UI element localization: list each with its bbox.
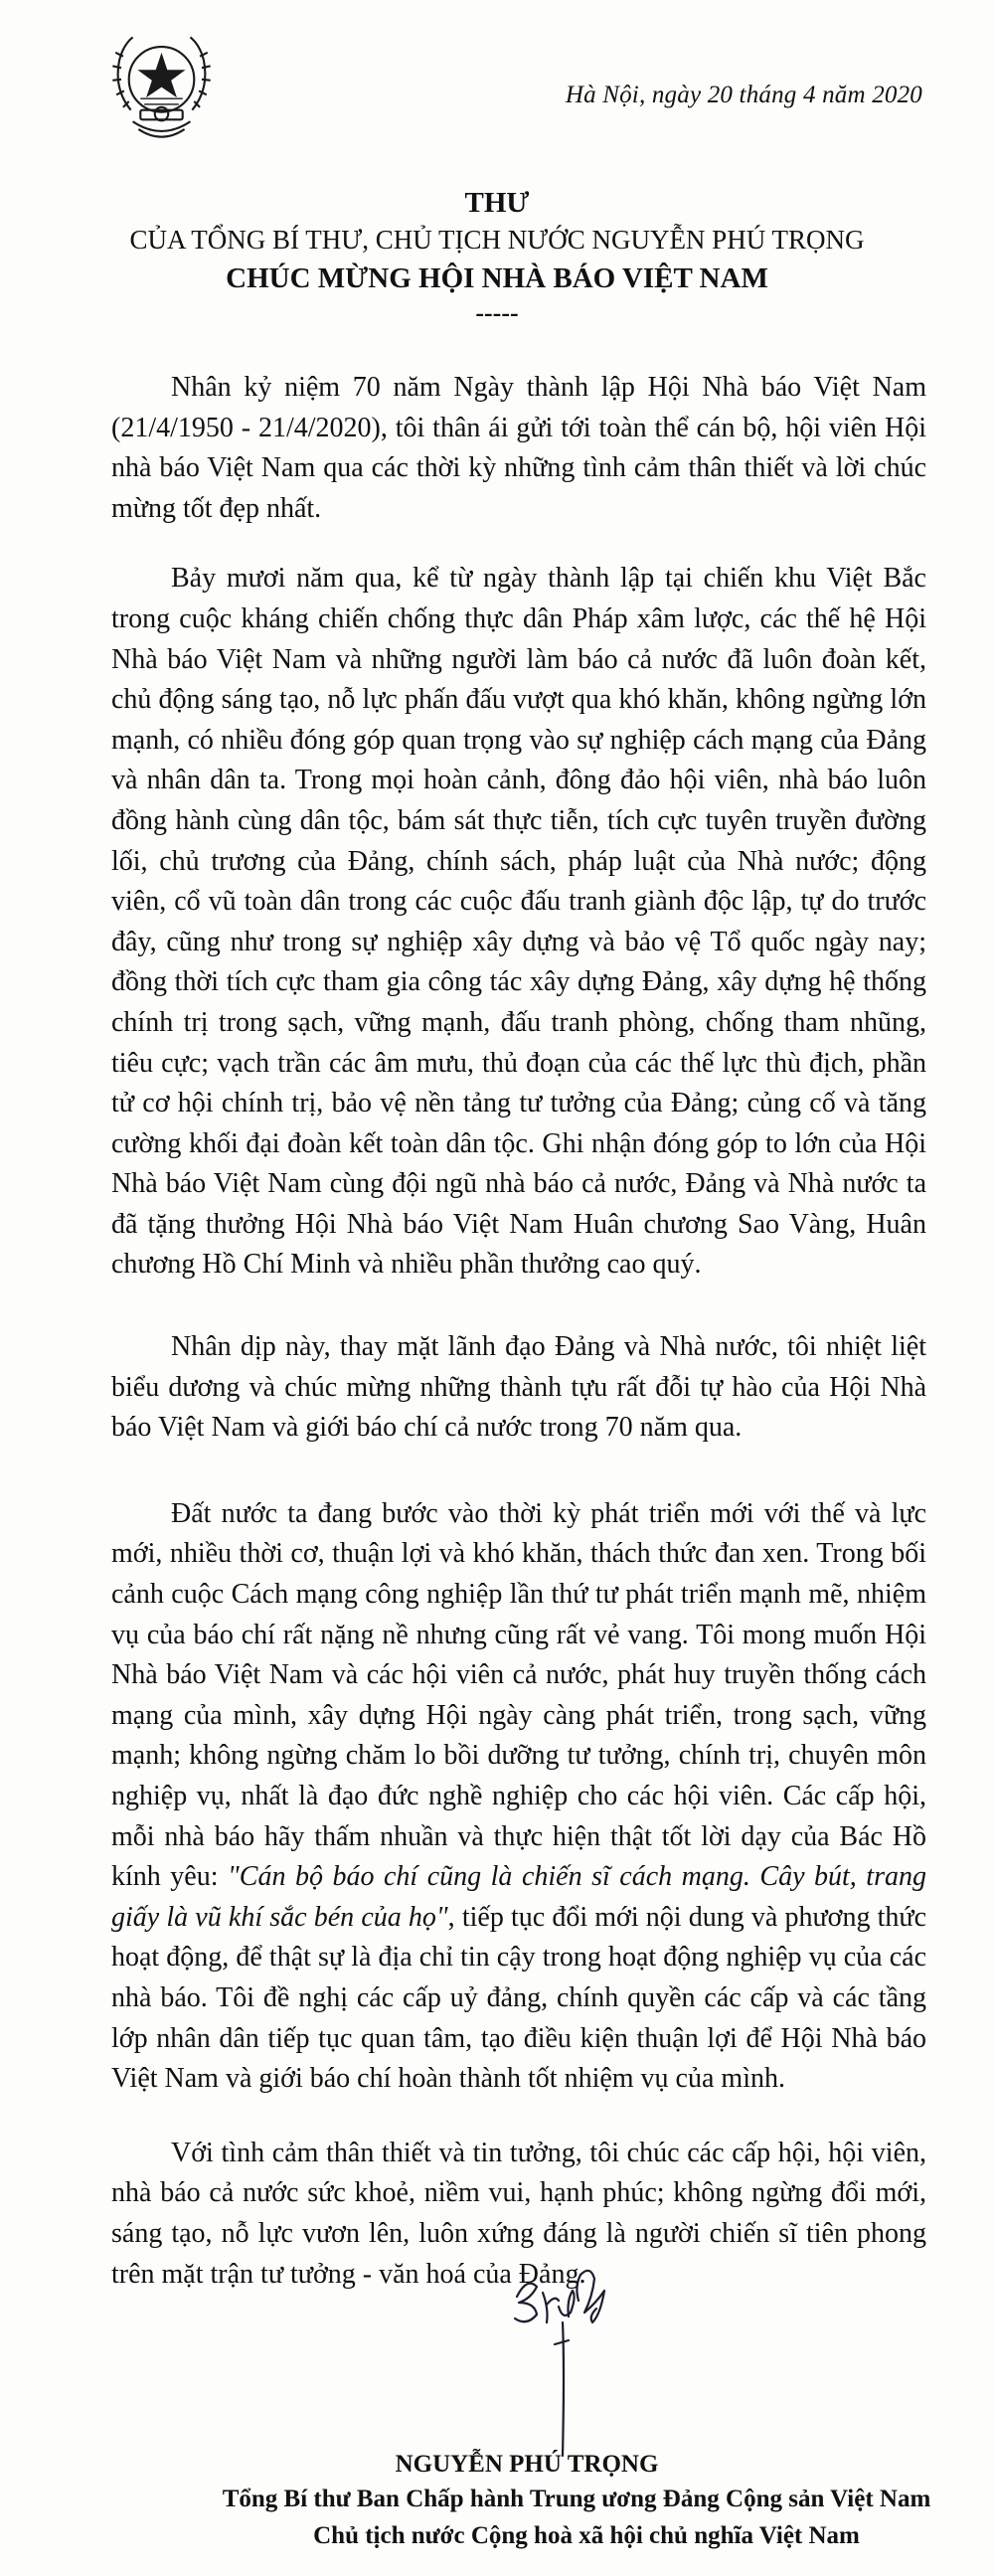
signer-title-2: Chủ tịch nước Cộng hoà xã hội chủ nghĩa Việt Nam bbox=[313, 2522, 860, 2549]
heading-separator: ----- bbox=[475, 298, 519, 327]
letter-subtitle: CỦA TỔNG BÍ THƯ, CHỦ TỊCH NƯỚC NGUYỄN PHÚ TRỌNG bbox=[129, 225, 865, 255]
ho-chi-minh-quote: "Cán bộ báo chí cũng là chiến sĩ cách mạng. Cây bút, trang giấy là vũ khí sắc bén của họ" bbox=[111, 1861, 926, 1933]
date-line: Hà Nội, ngày 20 tháng 4 năm 2020 bbox=[565, 82, 922, 108]
paragraph-3: Nhân dịp này, thay mặt lãnh đạo Đảng và Nhà nước, tôi nhiệt liệt biểu dương và chúc mừng những thành tựu rất đỗi tự hào của Hội Nhà báo Việt Nam và giới báo chí cả nước trong 70 năm qua. bbox=[111, 1331, 926, 1444]
signer-name: NGUYỄN PHÚ TRỌNG bbox=[395, 2451, 659, 2478]
signer-title-1: Tổng Bí thư Ban Chấp hành Trung ương Đảng Cộng sản Việt Nam bbox=[222, 2486, 931, 2512]
paragraph-2: Bảy mươi năm qua, kể từ ngày thành lập tại chiến khu Việt Bắc trong cuộc kháng chiến chống thực dân Pháp xâm lược, các thế hệ Hội Nhà báo Việt Nam và những người làm báo cả nước đã luôn đoàn kết, chủ động sáng tạo, nỗ lực phấn đấu vượt qua khó khăn, không ngừng lớn mạnh, có nhiều đóng góp quan trọng vào sự nghiệp cách mạng của Đảng và nhân dân ta. Trong mọi hoàn cảnh, đông đảo hội viên, nhà báo luôn đồng hành cùng dân tộc, bám sát thực tiễn, tích cực tuyên truyền đường lối, chủ trương của Đảng, chính sách, pháp luật của Nhà nước; động viên, cổ vũ toàn dân trong các cuộc đấu tranh giành độc lập, tự do trước đây, cũng như trong sự nghiệp xây dựng và bảo vệ Tổ quốc ngày nay; đồng thời tích cực tham gia công tác xây dựng Đảng, xây dựng hệ thống chính trị trong sạch, vững mạnh, đấu tranh phòng, chống tham nhũng, tiêu cực; vạch trần các âm mưu, thủ đoạn của các thế lực thù địch, phần tử cơ hội chính trị, bảo vệ nền tảng tư tưởng của Đảng; củng cố và tăng cường khối đại đoàn kết toàn dân tộc. Ghi nhận đóng góp to lớn của Hội Nhà báo Việt Nam cùng đội ngũ nhà báo cả nước, Đảng và Nhà nước ta đã tặng thưởng Hội Nhà báo Việt Nam Huân chương Sao Vàng, Huân chương Hồ Chí Minh và nhiều phần thưởng cao quý. bbox=[111, 563, 926, 1281]
letter-title: THƯ bbox=[464, 187, 530, 219]
paragraph-5: Với tình cảm thân thiết và tin tưởng, tôi chúc các cấp hội, hội viên, nhà báo cả nước sức khoẻ, niềm vui, hạnh phúc; không ngừng đổi mới, sáng tạo, nỗ lực vươn lên, luôn xứng đáng là người chiến sĩ tiên phong trên mặt trận tư tưởng - văn hoá của Đảng. bbox=[111, 2137, 926, 2290]
paragraph-4-text-a: Đất nước ta đang bước vào thời kỳ phát triển mới với thế và lực mới, nhiều thời cơ, thuận lợi và khó khăn, thách thức đan xen. Trong bối cảnh cuộc Cách mạng công nghiệp lần thứ tư phát triển mạnh mẽ, nhiệm vụ của báo chí rất nặng nề nhưng cũng rất vẻ vang. Tôi mong muốn Hội Nhà báo Việt Nam và các hội viên cả nước, phát huy truyền thống cách mạng của mình, xây dựng Hội ngày càng phát triển, trong sạch, vững mạnh; không ngừng chăm lo bồi dưỡng tư tưởng, chính trị, chuyên môn nghiệp vụ, nhất là đạo đức nghề nghiệp cho các hội viên. Các cấp hội, mỗi nhà báo hãy thấm nhuần và thực hiện thật tốt lời dạy của Bác Hồ kính yêu: bbox=[111, 1497, 926, 1893]
paragraph-4 bbox=[111, 1494, 926, 2100]
letter-body bbox=[111, 368, 926, 2324]
paragraph-4-text-b: , tiếp tục đổi mới nội dung và phương thức hoạt động, để thật sự là địa chỉ tin cậy trong hoạt động nghiệp vụ của các nhà báo. Tôi đề nghị các cấp uỷ đảng, chính quyền các cấp và các tầng lớp nhân dân tiếp tục quan tâm, tạo điều kiện thuận lợi để Hội Nhà báo Việt Nam và giới báo chí hoàn thành tốt nhiệm vụ của mình. bbox=[111, 1901, 926, 2095]
paragraph-1: Nhân kỷ niệm 70 năm Ngày thành lập Hội Nhà báo Việt Nam (21/4/1950 - 21/4/2020), tôi thân ái gửi tới toàn thể cán bộ, hội viên Hội nhà báo Việt Nam qua các thời kỳ những tình cảm thân thiết và lời chúc mừng tốt đẹp nhất. bbox=[111, 372, 926, 524]
letter-main-heading: CHÚC MỪNG HỘI NHÀ BÁO VIỆT NAM bbox=[226, 262, 768, 294]
national-emblem-icon bbox=[94, 22, 229, 156]
handwritten-signature bbox=[497, 2257, 646, 2466]
